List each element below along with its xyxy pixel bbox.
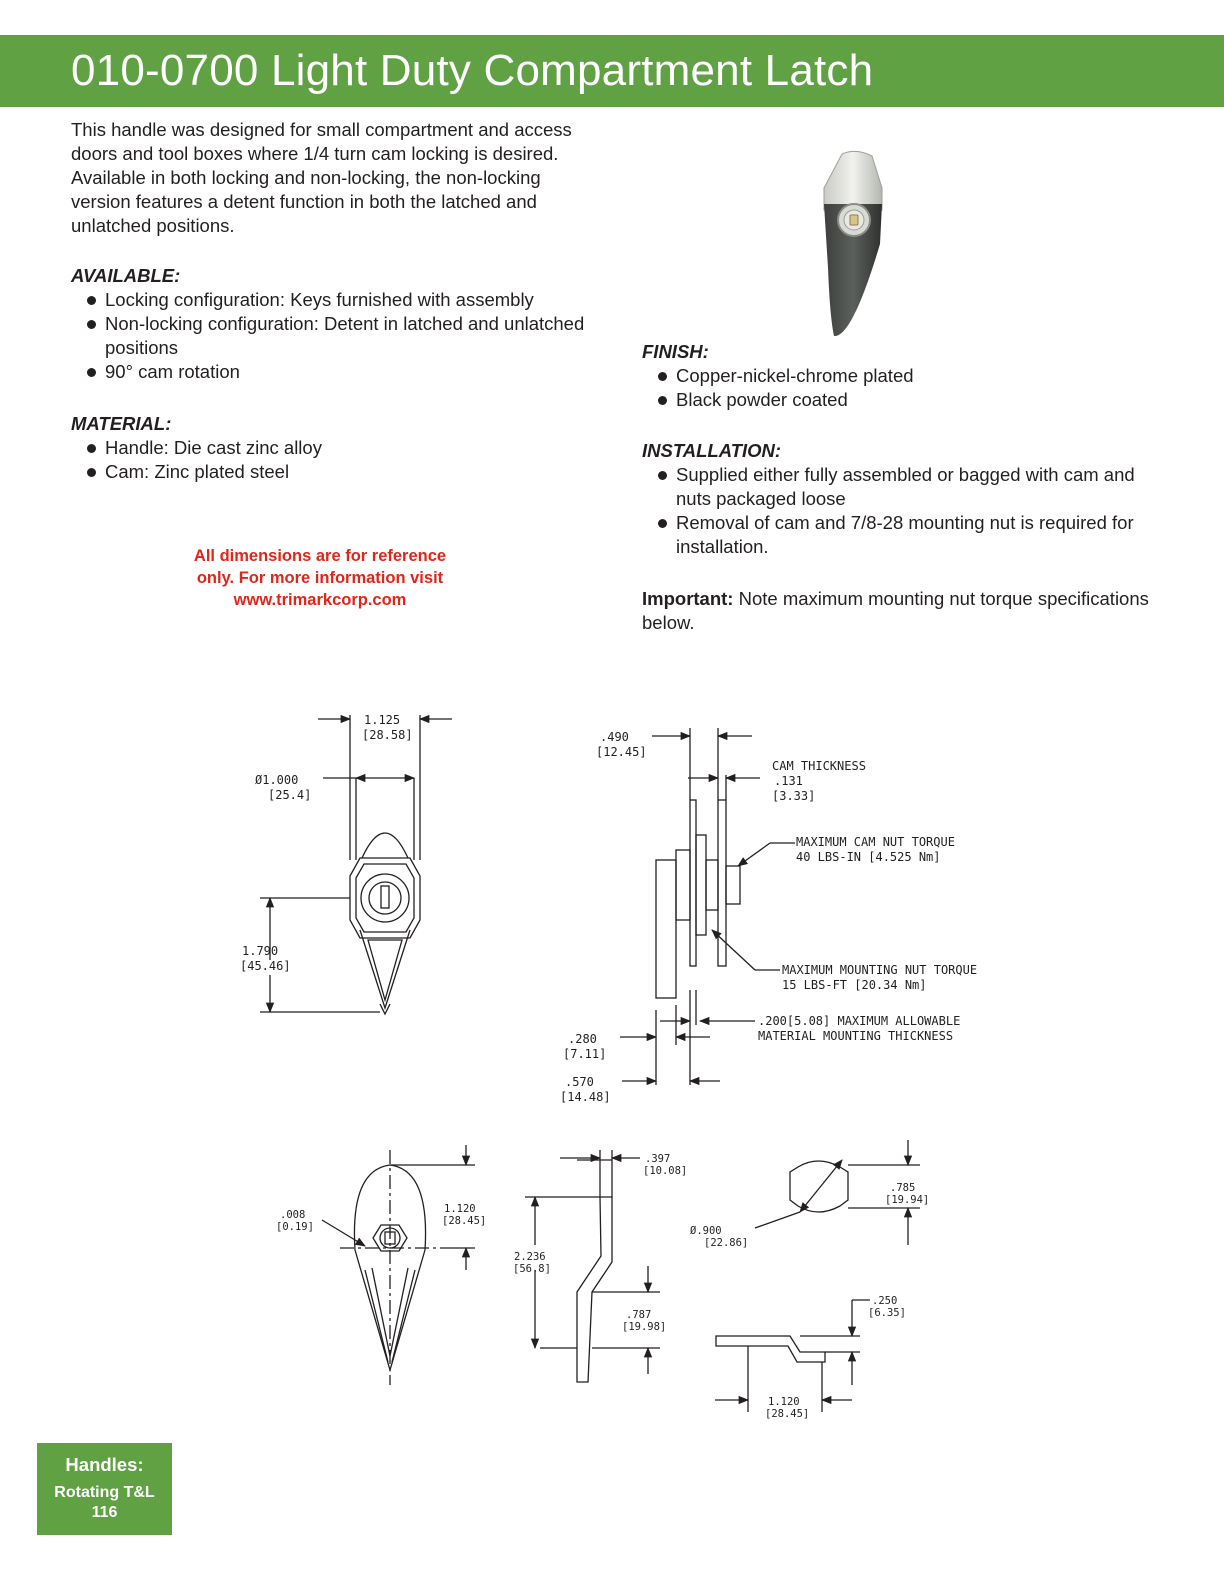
material-list	[71, 436, 591, 484]
dim-label: 1.120	[444, 1203, 476, 1215]
dim-label: [7.11]	[563, 1047, 607, 1061]
dim-label: [19.94]	[885, 1194, 930, 1206]
dim-label: [25.4]	[268, 788, 312, 802]
finish-section	[642, 340, 1162, 412]
finish-list	[642, 364, 1162, 412]
dim-label: [19.98]	[622, 1321, 667, 1333]
material-section	[71, 412, 591, 484]
list-item: Black powder coated	[642, 388, 1162, 412]
list-item: Removal of cam and 7/8-28 mounting nut is required for installation.	[642, 511, 1162, 559]
dim-label: [0.19]	[276, 1221, 314, 1233]
dim-label: CAM THICKNESS	[772, 759, 866, 773]
tab-category: Handles:	[65, 1454, 144, 1475]
available-section	[71, 264, 591, 384]
dim-label: .280	[568, 1032, 597, 1046]
dim-label: [12.45]	[596, 745, 647, 759]
tab-subcategory: Rotating T&L	[54, 1484, 155, 1501]
installation-heading: INSTALLATION:	[642, 440, 782, 461]
dim-label: MATERIAL MOUNTING THICKNESS	[758, 1029, 954, 1043]
list-item: Copper-nickel-chrome plated	[642, 364, 1162, 388]
dimension-labels-small	[276, 1153, 929, 1420]
dim-label: [3.33]	[772, 789, 816, 803]
technical-drawing	[0, 690, 1224, 1430]
dim-label: 40 LBS-IN [4.525 Nm]	[796, 850, 941, 864]
installation-list	[642, 463, 1162, 559]
dim-label: [14.48]	[560, 1090, 611, 1104]
dim-label: Ø.900	[690, 1225, 722, 1237]
installation-section	[642, 439, 1162, 559]
dim-label: .200[5.08] MAXIMUM ALLOWABLE	[758, 1014, 961, 1028]
dim-label: 1.120	[768, 1396, 800, 1408]
list-item: Handle: Die cast zinc alloy	[71, 436, 591, 460]
reference-note-line1: All dimensions are for reference	[193, 547, 447, 565]
dim-label: .008	[280, 1209, 306, 1221]
dim-label: .787	[626, 1309, 652, 1321]
section-tab	[37, 1443, 172, 1535]
dim-label: 15 LBS-FT [20.34 Nm]	[782, 978, 927, 992]
important-label: Important:	[642, 588, 734, 609]
page-number: 116	[91, 1504, 118, 1521]
reference-note	[150, 545, 490, 611]
title-banner	[0, 35, 1224, 107]
dim-label: [28.45]	[765, 1408, 810, 1420]
list-item: Non-locking configuration: Detent in latched and unlatched positions	[71, 312, 591, 360]
reference-note-line2: only. For more information visit	[196, 569, 444, 587]
dim-label: [22.86]	[704, 1237, 749, 1249]
list-item: 90° cam rotation	[71, 360, 591, 384]
dim-label: .131	[774, 774, 803, 788]
dim-label: 1.125	[364, 713, 401, 727]
rear-view	[322, 1145, 475, 1385]
dim-label: .250	[872, 1295, 898, 1307]
list-item: Cam: Zinc plated steel	[71, 460, 591, 484]
dim-label: [10.08]	[643, 1165, 688, 1177]
important-note	[642, 587, 1162, 635]
dim-label: .397	[645, 1153, 671, 1165]
dim-label: Ø1.000	[255, 773, 299, 787]
dim-label: 1.790	[242, 944, 279, 958]
dim-label: .490	[600, 730, 629, 744]
dim-label: .570	[565, 1075, 594, 1089]
page-title: 010-0700 Light Duty Compartment Latch	[71, 46, 874, 95]
dim-label: MAXIMUM MOUNTING NUT TORQUE	[782, 963, 978, 977]
intro-paragraph: This handle was designed for small compartment and access doors and tool boxes where 1/4 turn cam locking is desired. Available in both locking and non-locking, the non-locking version features a detent function in both the latched and unlatched positions.	[71, 119, 572, 236]
list-item: Supplied either fully assembled or bagged with cam and nuts packaged loose	[642, 463, 1162, 511]
available-heading: AVAILABLE:	[71, 265, 181, 286]
finish-heading: FINISH:	[642, 341, 709, 362]
dim-label: [56.8]	[513, 1263, 551, 1275]
dim-label: [6.35]	[868, 1307, 906, 1319]
dim-label: .785	[890, 1182, 916, 1194]
list-item: Locking configuration: Keys furnished with assembly	[71, 288, 591, 312]
dim-label: [28.58]	[362, 728, 413, 742]
material-heading: MATERIAL:	[71, 413, 172, 434]
important-text: Note maximum mounting nut torque specifications below.	[642, 588, 1149, 633]
product-photo	[812, 148, 890, 340]
website-link[interactable]: www.trimarkcorp.com	[233, 591, 407, 609]
dim-label: 2.236	[514, 1251, 546, 1263]
dim-label: [28.45]	[442, 1215, 487, 1227]
dim-label: [45.46]	[240, 959, 291, 973]
dim-label: MAXIMUM CAM NUT TORQUE	[796, 835, 955, 849]
available-list	[71, 288, 591, 384]
